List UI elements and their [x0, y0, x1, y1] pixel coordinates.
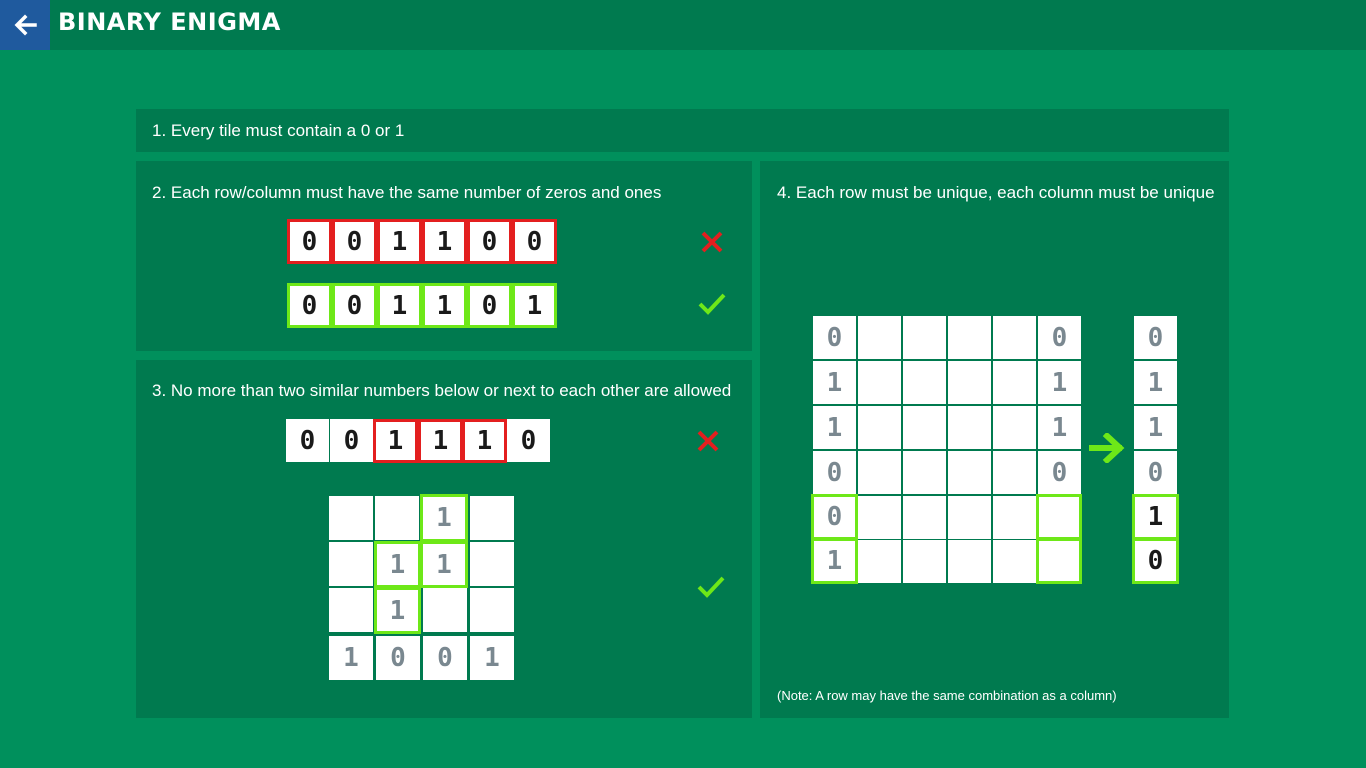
grid-tile: 1: [813, 406, 856, 449]
grid-tile: [329, 496, 373, 540]
green-arrow-right-icon: [1089, 433, 1125, 463]
grid-tile: [423, 588, 467, 632]
example-tile: 1: [377, 283, 422, 328]
arrow-left-icon: [13, 13, 37, 37]
rule-4-text: 4. Each row must be unique, each column must be unique: [777, 183, 1215, 202]
example-tile: 1: [512, 283, 557, 328]
grid-tile: [948, 540, 991, 583]
grid-tile: [993, 406, 1036, 449]
back-button[interactable]: [0, 0, 50, 50]
example-tile: 0: [286, 419, 329, 462]
grid-tile: 1: [1038, 406, 1081, 449]
grid-tile: 1: [1038, 361, 1081, 404]
result-tile: 0: [1132, 538, 1179, 584]
grid-tile: [470, 496, 514, 540]
result-tile: 0: [1134, 451, 1177, 494]
grid-tile: 0: [1038, 316, 1081, 359]
grid-tile: [858, 316, 901, 359]
grid-tile: 0: [813, 316, 856, 359]
example-tile: 0: [330, 419, 373, 462]
rule-1-text: 1. Every tile must contain a 0 or 1: [152, 121, 405, 140]
example-tile: 1: [422, 283, 467, 328]
grid-tile: 1: [329, 636, 373, 680]
example-tile: 0: [467, 219, 512, 264]
grid-tile: [948, 451, 991, 494]
grid-tile: [993, 316, 1036, 359]
grid-tile: 1: [374, 587, 421, 634]
grid-tile: [948, 316, 991, 359]
example-tile: 0: [512, 219, 557, 264]
grid-tile: [470, 588, 514, 632]
grid-tile: 0: [1038, 451, 1081, 494]
grid-tile: 1: [813, 361, 856, 404]
grid-tile: 1: [420, 541, 468, 588]
grid-tile: [903, 451, 946, 494]
grid-tile: [858, 496, 901, 539]
grid-tile: [375, 496, 419, 540]
grid-tile: [993, 496, 1036, 539]
grid-tile: [858, 540, 901, 583]
grid-tile: 0: [376, 636, 420, 680]
grid-tile: [329, 542, 373, 586]
grid-tile: [329, 588, 373, 632]
grid-tile: [858, 451, 901, 494]
grid-tile: [948, 496, 991, 539]
top-bar: [0, 0, 1366, 50]
example-tile: 0: [287, 219, 332, 264]
result-tile: 1: [1134, 361, 1177, 404]
grid-tile: [1036, 494, 1082, 540]
example-tile: 0: [332, 283, 377, 328]
grid-tile: 1: [374, 541, 421, 588]
grid-tile: [903, 316, 946, 359]
rule-2-text: 2. Each row/column must have the same number of zeros and ones: [152, 183, 662, 202]
app-title: BINARY ENIGMA: [58, 8, 281, 36]
grid-tile: [903, 496, 946, 539]
result-tile: 0: [1134, 316, 1177, 359]
rule-4-note: (Note: A row may have the same combination as a column): [777, 688, 1117, 703]
example-tile: 1: [373, 419, 418, 463]
grid-tile: [903, 406, 946, 449]
grid-tile: [948, 406, 991, 449]
example-tile: 1: [377, 219, 422, 264]
example-tile: 1: [462, 419, 507, 463]
grid-tile: [993, 540, 1036, 583]
grid-tile: 1: [811, 538, 858, 584]
example-tile: 1: [422, 219, 467, 264]
result-tile: 1: [1132, 494, 1179, 540]
example-tile: 0: [287, 283, 332, 328]
rule-3-text: 3. No more than two similar numbers below or next to each other are allowed: [152, 381, 732, 400]
green-check-icon: [697, 575, 725, 599]
grid-tile: [948, 361, 991, 404]
grid-tile: 1: [420, 494, 468, 542]
grid-tile: [993, 451, 1036, 494]
grid-tile: 0: [423, 636, 467, 680]
grid-tile: [1036, 538, 1082, 584]
grid-tile: [858, 361, 901, 404]
red-cross-icon: [700, 230, 724, 254]
result-tile: 1: [1134, 406, 1177, 449]
grid-tile: [858, 406, 901, 449]
example-tile: 0: [507, 419, 550, 462]
example-tile: 0: [467, 283, 512, 328]
grid-tile: 1: [470, 636, 514, 680]
example-tile: 1: [418, 419, 463, 463]
grid-tile: [993, 361, 1036, 404]
green-check-icon: [698, 292, 726, 316]
red-cross-icon: [696, 429, 720, 453]
grid-tile: [903, 361, 946, 404]
grid-tile: [903, 540, 946, 583]
grid-tile: 0: [813, 451, 856, 494]
grid-tile: 0: [811, 494, 858, 540]
grid-tile: [470, 542, 514, 586]
example-tile: 0: [332, 219, 377, 264]
